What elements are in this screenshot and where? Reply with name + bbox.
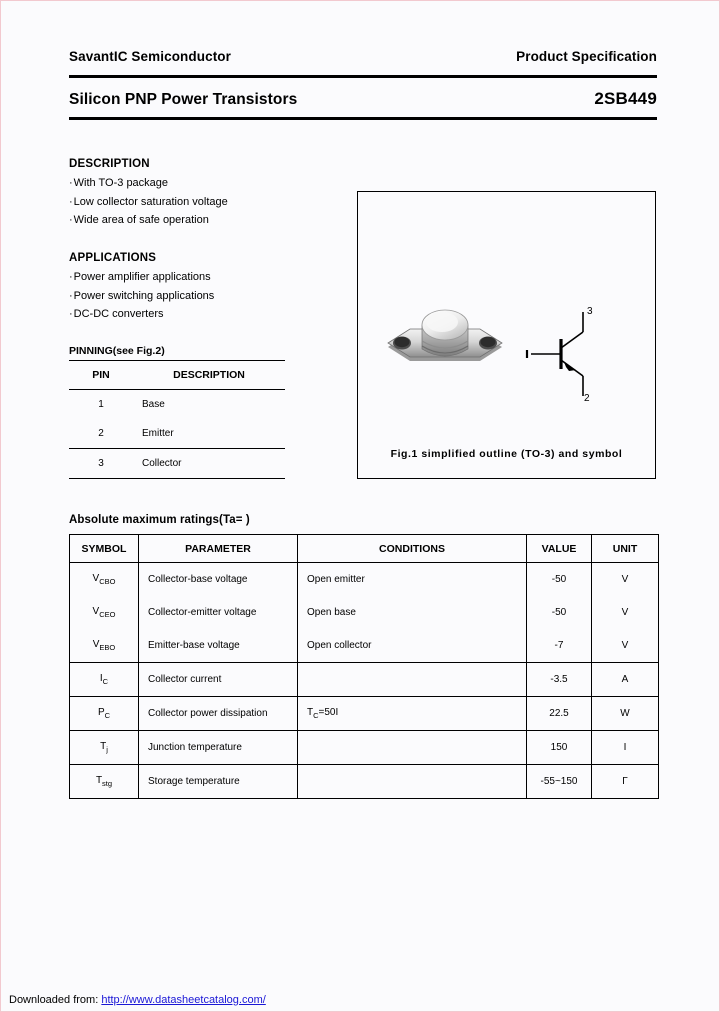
pnp-transistor-symbol	[521, 304, 616, 409]
figure-1-caption: Fig.1 simplified outline (TO-3) and symbol	[390, 448, 623, 460]
ratings-cell-value: -3.5	[527, 663, 592, 697]
bullet-dot-icon: ·	[69, 195, 73, 208]
footer-label: Downloaded from:	[9, 994, 102, 1006]
applications-item-text: Power switching applications	[73, 289, 215, 302]
symbol-subscript: CEO	[99, 610, 116, 619]
pinning-table	[69, 360, 285, 479]
ratings-cell-parameter: Collector-emitter voltage	[139, 596, 298, 629]
pinning-cell-pin: 3	[69, 449, 133, 479]
ratings-col-conditions: CONDITIONS	[298, 535, 527, 563]
ratings-cell-unit: V	[592, 563, 659, 597]
ratings-cell-symbol	[70, 629, 139, 663]
ratings-cell-conditions	[298, 731, 527, 765]
table-row	[70, 663, 659, 697]
applications-item	[69, 287, 349, 306]
pinning-col-pin: PIN	[69, 361, 133, 390]
document-type-label: Product Specification	[516, 49, 657, 64]
header-title-row	[69, 89, 657, 109]
symbol-subscript: EBO	[99, 643, 116, 652]
table-row	[70, 563, 659, 597]
to3-package-image	[380, 297, 510, 397]
symbol-base: P	[97, 707, 105, 718]
ratings-cell-parameter: Storage temperature	[139, 765, 298, 799]
bullet-dot-icon: ·	[69, 308, 73, 320]
symbol-subscript: j	[106, 745, 108, 754]
ratings-cell-unit: A	[592, 663, 659, 697]
symbol-subscript: stg	[102, 779, 113, 788]
applications-heading: APPLICATIONS	[69, 252, 157, 264]
table-row	[69, 449, 285, 479]
ratings-cell-symbol	[70, 731, 139, 765]
table-row	[69, 390, 285, 420]
ratings-col-symbol: SYMBOL	[70, 535, 139, 563]
symbol-base: V	[92, 639, 100, 650]
ratings-cell-conditions: Open base	[298, 596, 527, 629]
description-item-text: Wide area of safe operation	[73, 214, 209, 226]
table-row	[70, 697, 659, 731]
footer	[9, 994, 266, 1006]
bullet-dot-icon: ·	[69, 271, 73, 283]
symbol-base: V	[92, 606, 100, 617]
ratings-cell-symbol	[70, 596, 139, 629]
ratings-cell-symbol	[70, 663, 139, 697]
absolute-maximum-ratings-table	[69, 534, 659, 799]
ratings-cell-symbol	[70, 697, 139, 731]
to3-outline-svg	[380, 297, 510, 392]
ratings-header-row	[70, 535, 659, 563]
description-item	[69, 193, 349, 212]
ratings-cell-parameter: Collector power dissipation	[139, 697, 298, 731]
table-row	[70, 765, 659, 799]
pinning-caption: PINNING(see Fig.2)	[69, 345, 165, 357]
description-item	[69, 174, 349, 193]
ratings-cell-value: 150	[527, 731, 592, 765]
ratings-cell-conditions	[298, 697, 527, 731]
ratings-cell-symbol	[70, 563, 139, 597]
part-number: 2SB449	[594, 89, 657, 108]
applications-item	[69, 305, 349, 324]
cond-subscript: C	[313, 711, 319, 720]
symbol-base: T	[100, 741, 107, 752]
description-item-text: Low collector saturation voltage	[73, 195, 228, 208]
ratings-cell-value: 22.5	[527, 697, 592, 731]
table-row	[70, 629, 659, 663]
ratings-cell-conditions: Open emitter	[298, 563, 527, 597]
pinning-section	[69, 345, 285, 479]
description-heading: DESCRIPTION	[69, 158, 150, 170]
pinning-cell-pin: 2	[98, 428, 104, 439]
symbol-base: T	[95, 775, 103, 786]
ratings-caption: Absolute maximum ratings(Ta= )	[69, 514, 250, 526]
applications-item-text: DC-DC converters	[73, 308, 164, 320]
bullet-dot-icon: ·	[69, 289, 73, 302]
footer-source-link[interactable]: http://www.datasheetcatalog.com/	[101, 994, 266, 1006]
table-row	[70, 731, 659, 765]
applications-item-text: Power amplifier applications	[73, 271, 211, 283]
ratings-col-unit: UNIT	[592, 535, 659, 563]
ratings-col-parameter: PARAMETER	[139, 535, 298, 563]
symbol-base: I	[99, 673, 103, 684]
symbol-pin-2-label: 2	[584, 393, 590, 404]
ratings-cell-parameter: Emitter-base voltage	[139, 629, 298, 663]
pinning-header-row	[69, 361, 285, 390]
ratings-cell-value: -50	[527, 563, 592, 597]
header-rule-top	[69, 75, 657, 78]
pinning-cell-pin: 1	[98, 399, 104, 410]
company-name: SavantIC Semiconductor	[69, 49, 231, 64]
page-title: Silicon PNP Power Transistors	[69, 91, 298, 108]
pinning-cell-desc: Base	[142, 399, 165, 410]
ratings-cell-parameter: Collector-base voltage	[139, 563, 298, 597]
pinning-cell-desc: Emitter	[142, 428, 174, 439]
ratings-cell-symbol	[70, 765, 139, 799]
symbol-subscript: C	[104, 711, 111, 720]
header-rule-bottom	[69, 117, 657, 120]
symbol-base: V	[92, 573, 100, 584]
ratings-cell-parameter: Junction temperature	[139, 731, 298, 765]
description-section	[69, 158, 349, 230]
ratings-cell-parameter: Collector current	[139, 663, 298, 697]
table-row	[69, 419, 285, 449]
cond-suffix: =50I	[318, 707, 339, 718]
ratings-col-value: VALUE	[527, 535, 592, 563]
pnp-symbol-svg	[521, 304, 616, 404]
applications-section	[69, 252, 349, 324]
ratings-cell-unit: V	[592, 629, 659, 663]
ratings-cell-conditions	[298, 765, 527, 799]
ratings-cell-conditions: Open collector	[298, 629, 527, 663]
pinning-cell-desc: Collector	[133, 449, 285, 479]
ratings-cell-unit: V	[592, 596, 659, 629]
applications-item	[69, 268, 349, 287]
ratings-cell-conditions	[298, 663, 527, 697]
pinning-col-description: DESCRIPTION	[133, 361, 285, 390]
symbol-subscript: CBO	[99, 577, 116, 586]
description-item-text: With TO-3 package	[73, 177, 169, 189]
bullet-dot-icon: ·	[69, 214, 73, 226]
ratings-cell-unit: I	[592, 731, 659, 765]
ratings-cell-value: -7	[527, 629, 592, 663]
ratings-cell-value: -55~150	[527, 765, 592, 799]
cond-base: T	[307, 707, 314, 718]
ratings-cell-value: -50	[527, 596, 592, 629]
symbol-pin-3-label: 3	[587, 306, 593, 317]
figure-1-box	[357, 191, 656, 479]
symbol-subscript: C	[102, 677, 109, 686]
description-item	[69, 211, 349, 230]
ratings-cell-unit: W	[592, 697, 659, 731]
ratings-cell-unit: Γ	[592, 765, 659, 799]
bullet-dot-icon: ·	[69, 177, 73, 189]
table-row	[70, 596, 659, 629]
header-top-row	[69, 49, 657, 64]
